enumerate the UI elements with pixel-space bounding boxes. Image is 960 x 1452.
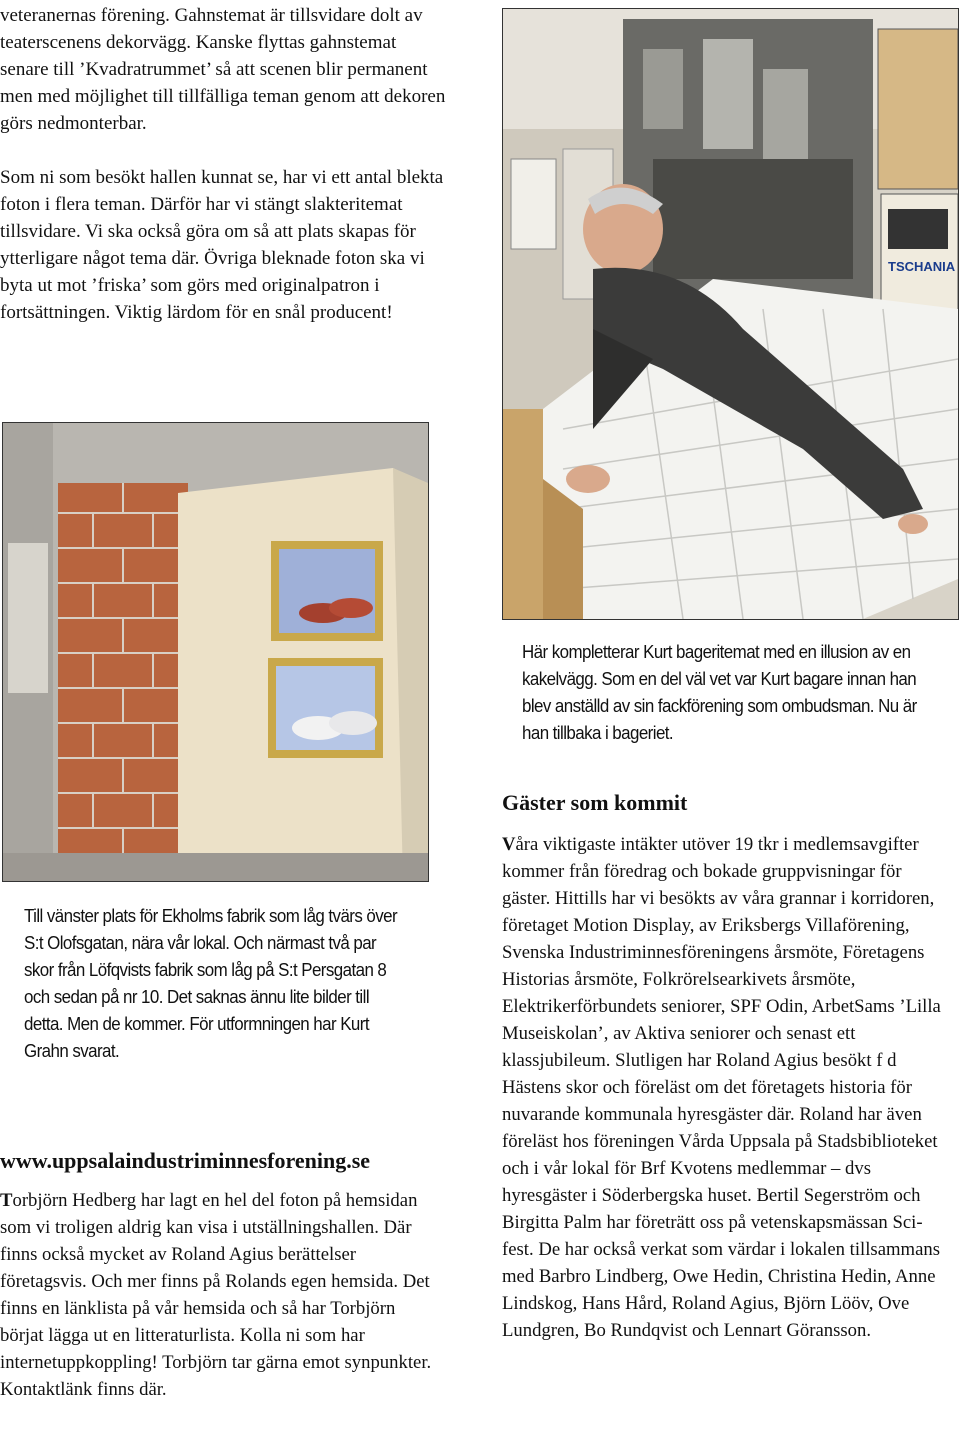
website-body (0, 1187, 440, 1403)
guests-body (502, 831, 952, 1344)
photo-shoe-display (2, 422, 429, 882)
website-drop-letter: T (0, 1190, 13, 1211)
caption-shoes: Till vänster plats för Ekholms fabrik som låg tvärs över S:t Olofsgatan, nära vår lokal. Och närmast två par skor från Löfqvists fabrik som låg på S:t Persgatan 8 och sedan på nr 10. Det saknas ännu lite bilder till detta. Men de kommer. För utformningen har Kurt Grahn svarat. (24, 906, 398, 1061)
poster-text: TSCHANIA (888, 259, 956, 274)
heading-guests: Gäster som kommit (502, 790, 688, 815)
guests-drop-letter: V (502, 834, 516, 855)
photo-kurt-tile-wall (502, 8, 959, 620)
photo-shoe-image (3, 423, 428, 881)
guests-text: åra viktigaste intäkter utöver 19 tkr i medlemsavgifter kommer från föredrag och bokade gruppvisningar för gäster. Hittills har vi besökts av våra grannar i korridoren, företaget Motion Display, av Eriksbergs Villaförening, Svenska Industriminnesföreningens årsmöte, Företagens Historias årsmöte, Folkrörelsearkivets årsmöte, Elektrikerförbundets seniorer, SPF Odin, ArbetSams ’Lilla Museiskolan’, av Aktiva seniorer och senast ett klassjubileum. Slutligen har Roland Agius besökt f d Hästens skor och föreläst om det företagets historia för nuvarande kommunala hyresgäster där. Roland har även föreläst hos föreningen Vårda Uppsala på Stadsbiblioteket och i vår lokal för Brf Kvotens medlemmar – dvs hyresgäster i Söderbergska huset. Bertil Segerström och Birgitta Palm har företrätt oss på vetenskapsmässan Sci-fest. De har också verkat som värdar i lokalen tillsammans med Barbro Lindberg, Owe Hedin, Christina Hedin, Anne Lindskog, Hans Hård, Roland Agius, Björn Lööv, Ove Lundgren, Bo Rundqvist och Lennart Göransson. (502, 834, 941, 1341)
website-text: orbjörn Hedberg har lagt en hel del foton på hemsidan som vi troligen aldrig kan visa i utställningshallen. Där finns också mycket av Roland Agius berättelser företagsvis. Och mer finns på Rolands egen hemsida. Det finns en länklista på vår hemsida och så har Torbjörn börjat lägga ut en litteraturlista. Kolla ni som har internetuppkoppling! Torbjörn tar gärna emot synpunkter. Kontaktlänk finns där. (0, 1190, 432, 1400)
website-paragraph (0, 1187, 440, 1403)
heading-website: www.uppsalaindustriminnesforening.se (0, 1148, 371, 1173)
photo-kurt-image (503, 9, 958, 619)
guests-paragraph (502, 831, 952, 1344)
article-paragraph-2: Som ni som besökt hallen kunnat se, har vi ett antal blekta foton i flera teman. Därför har vi stängt slakteritemat tillsvidare. Vi ska också göra om så att plats skapas för ytterligare något tema där. Övriga bleknade foton ska vi byta ut mot ’friska’ som görs med originalpatron i fortsättningen. Viktig lärdom för en snål producent! (0, 167, 444, 323)
article-top (0, 2, 448, 326)
article-paragraph-1: veteranernas förening. Gahnstemat är tillsvidare dolt av teaterscenens dekorvägg. Kanske flyttas gahnstemat senare till ’Kvadratrummet’ så att scenen blir permanent men med möjlighet till tillfälliga teman genom att dekoren görs nedmonterbar. (0, 5, 446, 134)
caption-kurt: Här kompletterar Kurt bageritemat med en illusion av en kakelvägg. Som en del väl vet var Kurt bagare innan han blev anställd av sin fackförening som ombudsman. Nu är han tillbaka i bageriet. (522, 642, 917, 743)
